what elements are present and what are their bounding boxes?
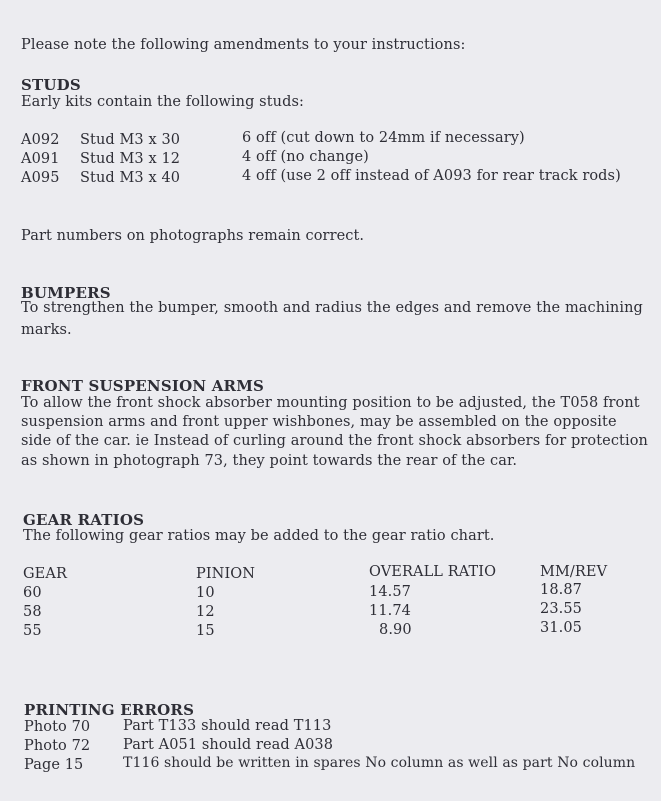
gear-col-header: PINION <box>196 566 256 582</box>
gear-ratios-subtitle: The following gear ratios may be added to the gear ratio chart. <box>23 528 495 544</box>
printing-errors-heading: PRINTING ERRORS <box>24 701 195 719</box>
gear-col-header: MM/REV <box>540 564 608 580</box>
front-suspension-line: To allow the front shock absorber mounting position to be adjusted, the T058 front <box>21 395 640 411</box>
gear-cell: 55 <box>23 623 42 639</box>
error-ref: Page 15 <box>24 757 84 773</box>
gear-cell: 60 <box>23 585 42 601</box>
studs-heading: STUDS <box>21 76 81 94</box>
stud-note: 4 off (no change) <box>242 149 369 165</box>
gear-cell: 31.05 <box>540 620 583 636</box>
intro-text: Please note the following amendments to your instructions: <box>21 37 466 53</box>
gear-cell: 14.57 <box>369 584 412 600</box>
gear-cell: 23.55 <box>540 601 583 617</box>
error-ref: Photo 70 <box>24 719 91 735</box>
stud-desc: Stud M3 x 30 <box>80 132 181 148</box>
stud-desc: Stud M3 x 40 <box>80 170 181 186</box>
studs-footnote: Part numbers on photographs remain correct. <box>21 228 365 244</box>
gear-cell: 12 <box>196 604 215 620</box>
bumpers-line: To strengthen the bumper, smooth and radius the edges and remove the machining <box>21 300 643 316</box>
gear-cell: 8.90 <box>379 622 412 638</box>
gear-col-header: OVERALL RATIO <box>369 564 497 580</box>
front-suspension-line: as shown in photograph 73, they point towards the rear of the car. <box>21 453 518 469</box>
front-suspension-heading: FRONT SUSPENSION ARMS <box>21 377 265 395</box>
studs-subtitle: Early kits contain the following studs: <box>21 94 304 110</box>
bumpers-heading: BUMPERS <box>21 284 111 302</box>
gear-col-header: GEAR <box>23 566 67 582</box>
gear-cell: 11.74 <box>369 603 412 619</box>
gear-cell: 18.87 <box>540 582 583 598</box>
stud-desc: Stud M3 x 12 <box>80 151 181 167</box>
bumpers-line: marks. <box>21 322 72 338</box>
stud-note: 6 off (cut down to 24mm if necessary) <box>242 130 525 146</box>
error-text: Part A051 should read A038 <box>123 737 334 753</box>
error-text: Part T133 should read T113 <box>123 718 332 734</box>
gear-cell: 10 <box>196 585 215 601</box>
gear-cell: 15 <box>196 623 215 639</box>
stud-part: A091 <box>21 151 60 167</box>
front-suspension-line: suspension arms and front upper wishbones, may be assembled on the opposite <box>21 414 617 430</box>
stud-part: A092 <box>21 132 60 148</box>
gear-ratios-heading: GEAR RATIOS <box>23 511 145 529</box>
stud-part: A095 <box>21 170 60 186</box>
gear-cell: 58 <box>23 604 42 620</box>
error-ref: Photo 72 <box>24 738 91 754</box>
stud-note: 4 off (use 2 off instead of A093 for rear track rods) <box>242 168 621 184</box>
front-suspension-line: side of the car. ie Instead of curling around the front shock absorbers for protection <box>21 433 648 449</box>
error-text: T116 should be written in spares No column as well as part No column <box>123 755 636 771</box>
